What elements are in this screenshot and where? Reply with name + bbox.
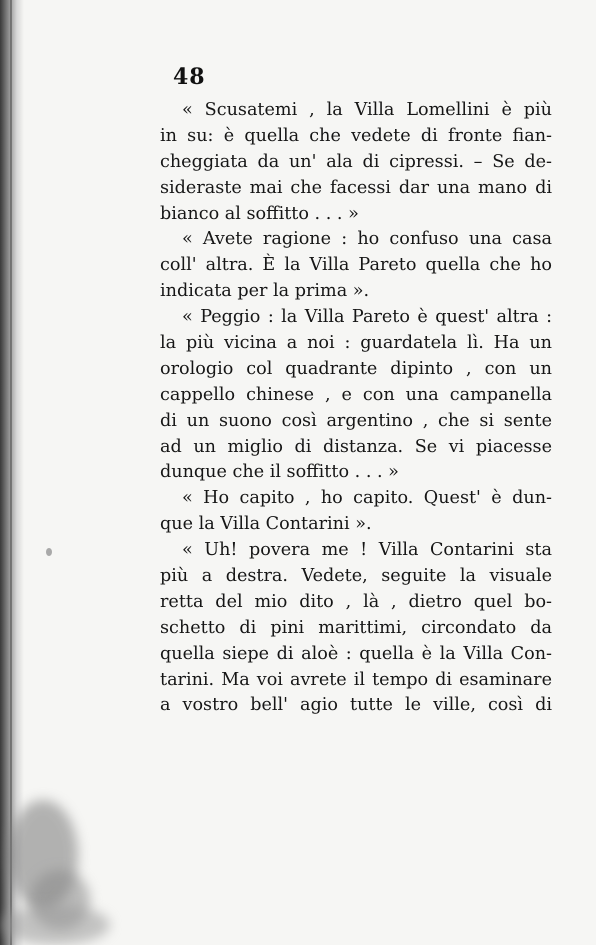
body-text xyxy=(160,98,552,719)
text-line: tarini. Ma voi avrete il tempo di esaminare xyxy=(160,669,552,690)
page-gutter-shadow xyxy=(0,0,24,945)
paper-stain xyxy=(0,905,110,945)
text-line: que la Villa Contarini ». xyxy=(160,514,372,535)
text-line: in su: è quella che vedete di fronte fian- xyxy=(160,125,552,146)
text-line: sideraste mai che facessi dar una mano di xyxy=(160,177,552,198)
text-line: coll' altra. È la Villa Pareto quella che ho xyxy=(160,255,552,276)
text-line: « Ho capito , ho capito. Quest' è dun- xyxy=(182,488,552,509)
paper-speck xyxy=(46,548,52,556)
text-line: la più vicina a noi : guardatela lì. Ha un xyxy=(160,333,552,354)
text-line: più a destra. Vedete, seguite la visuale xyxy=(160,566,552,587)
text-line: quella siepe di aloè : quella è la Villa Con- xyxy=(160,643,552,664)
text-line: « Avete ragione : ho confuso una casa xyxy=(182,229,552,250)
text-line: orologio col quadrante dipinto , con un xyxy=(160,358,552,379)
binding-edge xyxy=(10,0,12,945)
text-line: « Uh! povera me ! Villa Contarini sta xyxy=(182,540,552,561)
text-line: di un suono così argentino , che si sente xyxy=(160,410,552,431)
text-line: bianco al soffitto . . . » xyxy=(160,203,359,224)
text-line: retta del mio dito , là , dietro quel bo- xyxy=(160,591,552,612)
text-line: a vostro bell' agio tutte le ville, così di xyxy=(160,695,552,716)
text-line: schetto di pini marittimi, circondato da xyxy=(160,617,552,638)
text-line: ad un miglio di distanza. Se vi piacesse xyxy=(160,436,552,457)
text-line: « Scusatemi , la Villa Lomellini è più xyxy=(182,100,552,120)
text-line: « Peggio : la Villa Pareto è quest' altra : xyxy=(182,307,552,328)
text-line: indicata per la prima ». xyxy=(160,281,370,302)
text-line: cappello chinese , e con una campanella xyxy=(160,384,552,405)
text-line: dunque che il soffitto . . . » xyxy=(160,462,399,483)
text-line: cheggiata da un' ala di cipressi. – Se de- xyxy=(160,151,552,172)
page-number: 48 xyxy=(173,64,206,90)
